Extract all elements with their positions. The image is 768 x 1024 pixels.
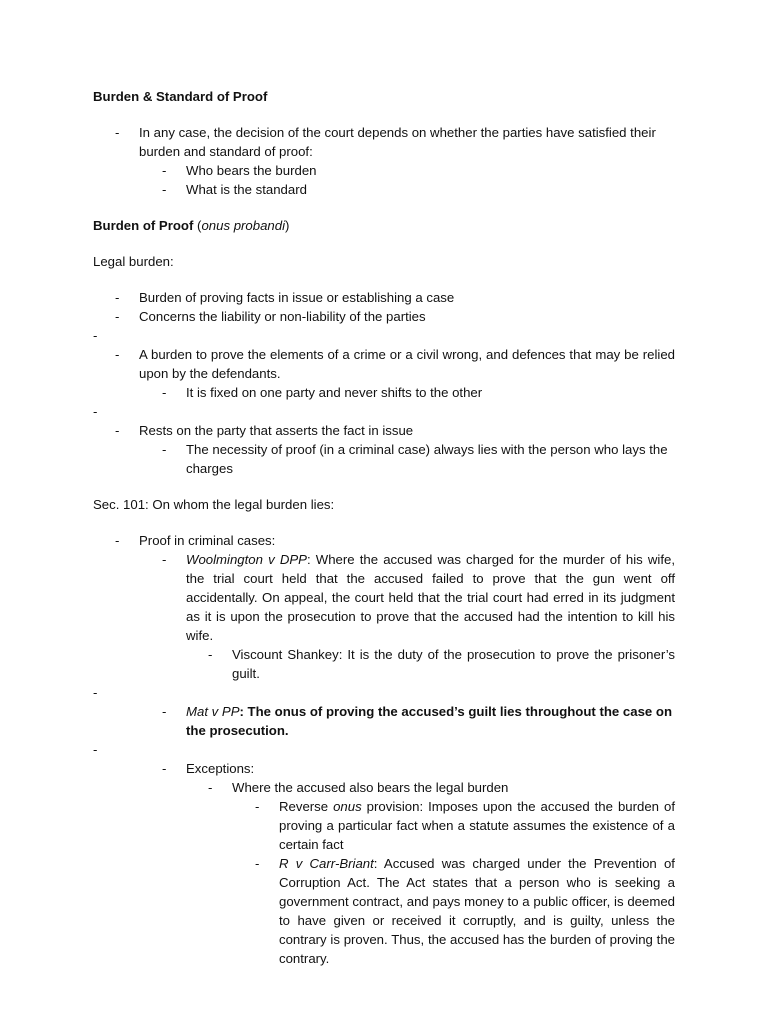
document-title: Burden & Standard of Proof: [93, 89, 268, 104]
list-item: - What is the standard: [93, 180, 675, 199]
blank-line: [93, 326, 675, 345]
list-item: - Rests on the party that asserts the fact in issue: [93, 421, 675, 440]
list-item: - Exceptions:: [93, 759, 675, 778]
case-name: R v Carr-Briant: [279, 856, 374, 871]
reverse-post: provision: Imposes upon the accused the burden of proving a particular fact when a statute assumes the existence of a certain fact: [279, 799, 675, 852]
list-item: - Viscount Shankey: It is the duty of the prosecution to prove the prisoner’s guilt.: [93, 645, 675, 683]
sec101-label: Sec. 101: On whom the legal burden lies:: [93, 497, 335, 512]
legal-burden-label: Legal burden:: [93, 254, 174, 269]
list-item: - Proof in criminal cases:: [93, 531, 675, 550]
reverse-pre: Reverse: [279, 799, 334, 814]
list-item: - Who bears the burden: [93, 161, 675, 180]
list-item-carr-briant: [93, 854, 675, 968]
list-item: - In any case, the decision of the court depends on whether the parties have satisfied their burden and standard of proof:: [93, 123, 675, 161]
case-name: Mat v PP: [186, 704, 240, 719]
list-item: - Where the accused also bears the legal burden: [93, 778, 675, 797]
reverse-italic: onus: [333, 799, 362, 814]
burden-of-proof-heading: [93, 216, 675, 235]
list-item-mat: [93, 702, 675, 740]
case-text: : Accused was charged under the Prevention of Corruption Act. The Act states that a person who is seeking a government contract, and pays money to a public officer, is deemed to have given or received it corruptly, and is guilty, unless the contrary is proven. Thus, the accused has the burden of proving the contrary.: [279, 856, 675, 966]
list-item: - It is fixed on one party and never shifts to the other: [93, 383, 675, 402]
burden-heading-italic: onus probandi: [201, 218, 286, 233]
case-name: Woolmington v DPP: [186, 552, 307, 567]
sec101-list: [93, 531, 675, 968]
list-item: - The necessity of proof (in a criminal case) always lies with the person who lays the charges: [93, 440, 675, 478]
blank-line: [93, 683, 675, 702]
blank-line: [93, 740, 675, 759]
legal-burden-list: [93, 288, 675, 478]
list-item-woolmington: [93, 550, 675, 645]
document-body: [93, 87, 675, 968]
burden-heading-open: (: [193, 218, 202, 233]
burden-heading-close: ): [285, 218, 290, 233]
burden-heading-bold: Burden of Proof: [93, 218, 194, 233]
list-item: - Concerns the liability or non-liability of the parties: [93, 307, 675, 326]
list-item-reverse-onus: [93, 797, 675, 854]
list-item: - Burden of proving facts in issue or establishing a case: [93, 288, 675, 307]
list-item: - A burden to prove the elements of a crime or a civil wrong, and defences that may be relied upon by the defendants.: [93, 345, 675, 383]
case-text: : Where the accused was charged for the murder of his wife, the trial court held that the accused failed to prove that the gun went off accidentally. On appeal, the court held that the trial court had erred in its judgment as it is upon the prosecution to prove that the accused had the intention to kill his wife.: [186, 552, 675, 643]
intro-list: [93, 123, 675, 199]
case-text: : The onus of proving the accused’s guilt lies throughout the case on the prosecution.: [186, 704, 673, 738]
blank-line: [93, 402, 675, 421]
